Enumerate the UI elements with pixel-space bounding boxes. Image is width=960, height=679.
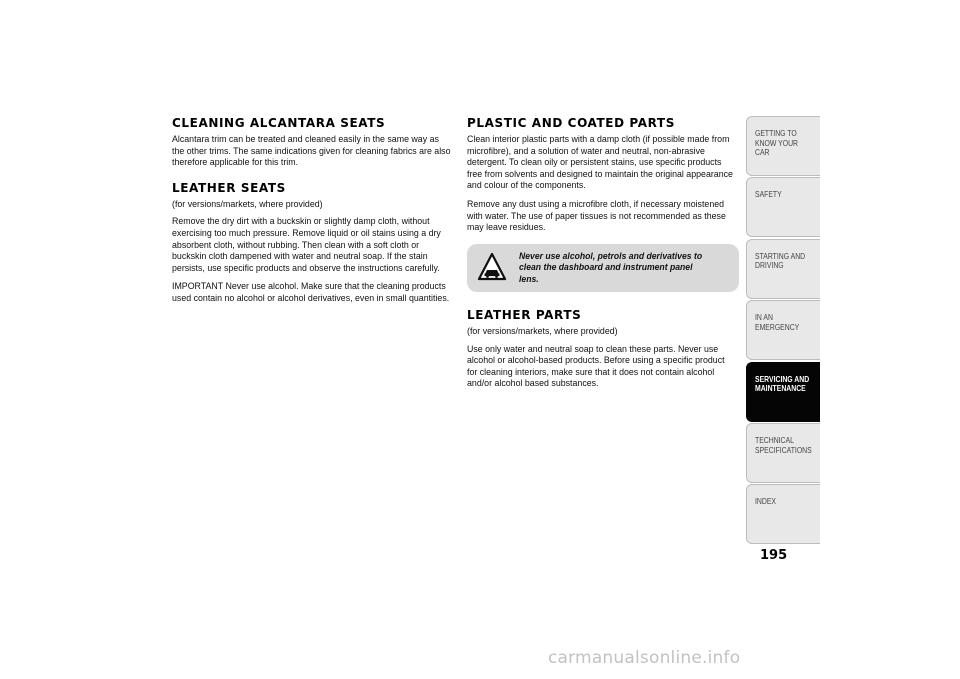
tab-label: SERVICING AND MAINTENANCE	[755, 373, 810, 394]
plastic-body-1: Clean interior plastic parts with a damp cloth (if possible made from microfibre), and a solution of water and neutral, non-abrasive detergent. To clean oily or persistent stains, use specific products free from solvents and designed to maintain the original appearance and colour of the components.	[467, 134, 733, 192]
right-column	[467, 116, 739, 397]
section-heading-leather-parts: LEATHER PARTS	[467, 307, 582, 322]
tab-servicing-and-maintenance[interactable]	[746, 362, 820, 422]
left-column	[172, 116, 454, 312]
leather-seats-important: IMPORTANT Never use alcohol. Make sure that the cleaning products used contain no alcohol or alcohol derivatives, even in small quantities.	[172, 281, 450, 304]
leather-seats-body: Remove the dry dirt with a buckskin or slightly damp cloth, without exercising too much pressure. Remove liquid or oil stains using a dry absorbent cloth, without rubbing. Then clean with a soft cloth or buckskin cloth dampened with water and neutral soap. If the stain persists, use specific products and observe the instructions carefully.	[172, 216, 441, 274]
tab-label: TECHNICAL SPECIFICATIONS	[755, 434, 812, 455]
tab-getting-to-know-your-car[interactable]	[746, 116, 820, 176]
section-heading-leather-seats: LEATHER SEATS	[172, 180, 286, 195]
tab-label: INDEX	[755, 496, 776, 507]
warning-text: Never use alcohol, petrols and derivatives to clean the dashboard and instrument panel lens.	[519, 249, 703, 284]
tab-safety[interactable]	[746, 177, 820, 237]
car-warning-triangle-icon	[477, 252, 507, 282]
section-heading-alcantara: CLEANING ALCANTARA SEATS	[172, 116, 386, 130]
warning-box	[467, 244, 739, 292]
leather-seats-subtitle: (for versions/markets, where provided)	[172, 198, 323, 210]
tab-label: STARTING AND DRIVING	[755, 250, 806, 271]
leather-parts-body: Use only water and neutral soap to clean these parts. Never use alcohol or alcohol-based products. Before using a specific product for cleaning interiors, make sure that it does not contain alcohol and/or alcohol based substances.	[467, 343, 725, 390]
alcantara-body: Alcantara trim can be treated and cleaned easily in the same way as the other trims. The same indications given for cleaning fabrics are also therefore applicable for this trim.	[172, 134, 451, 169]
tab-index[interactable]	[746, 484, 820, 544]
tab-label: IN AN EMERGENCY	[755, 312, 800, 332]
section-heading-plastic: PLASTIC AND COATED PARTS	[467, 116, 675, 130]
chapter-tabs	[746, 116, 820, 546]
tab-label: SAFETY	[755, 189, 782, 200]
plastic-body-2: Remove any dust using a microfibre cloth, if necessary moistened with water. The use of paper tissues is not recommended as these may leave residues.	[467, 198, 726, 234]
leather-parts-subtitle: (for versions/markets, where provided)	[467, 325, 618, 337]
watermark-text: carmanualsonline.info	[548, 648, 741, 668]
tab-in-an-emergency[interactable]	[746, 300, 820, 360]
page-number: 195	[760, 548, 788, 563]
tab-starting-and-driving[interactable]	[746, 239, 820, 299]
tab-label: GETTING TO KNOW YOUR CAR	[755, 128, 798, 158]
tab-technical-specifications[interactable]	[746, 423, 820, 483]
